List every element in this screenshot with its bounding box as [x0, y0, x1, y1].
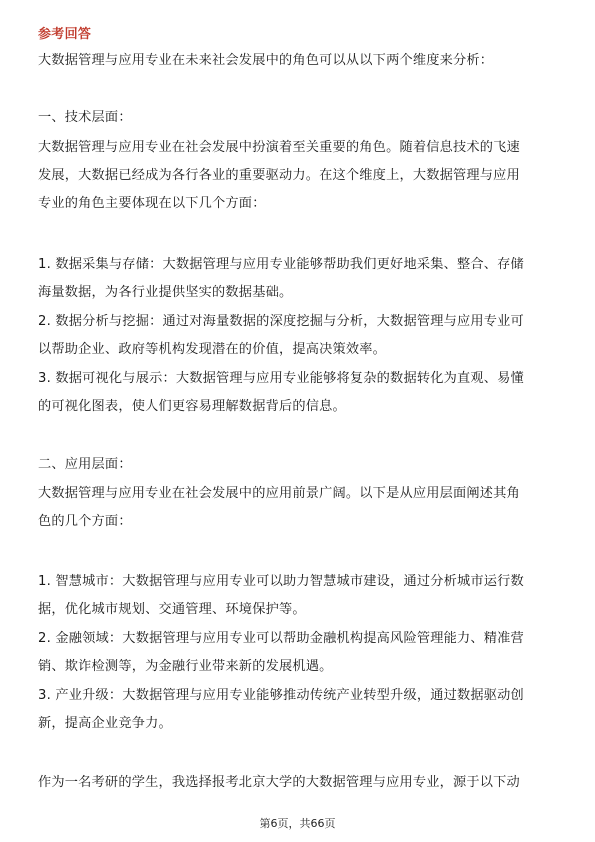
paragraph-line: 发展，大数据已经成为各行各业的重要驱动力。在这个维度上，大数据管理与应用: [38, 168, 520, 183]
section-title-application: 二、应用层面：: [38, 457, 132, 472]
list-item-line: 的可视化图表，使人们更容易理解数据背后的信息。: [38, 399, 346, 414]
list-item-line: 海量数据，为各行业提供坚实的数据基础。: [38, 285, 293, 300]
paragraph-line: 专业的角色主要体现在以下几个方面：: [38, 196, 266, 211]
list-item-line: 销、欺诈检测等，为金融行业带来新的发展机遇。: [38, 659, 333, 674]
section-title-technical: 一、技术层面：: [38, 110, 132, 125]
list-item-line: 3. 产业升级：大数据管理与应用专业能够推动传统产业转型升级，通过数据驱动创: [38, 688, 524, 703]
list-item-line: 2. 金融领域：大数据管理与应用专业可以帮助金融机构提高风险管理能力、精准营: [38, 631, 524, 646]
list-item-line: 2. 数据分析与挖掘：通过对海量数据的深度挖掘与分析，大数据管理与应用专业可: [38, 314, 524, 329]
paragraph-line: 色的几个方面：: [38, 514, 132, 529]
list-item-line: 据，优化城市规划、交通管理、环境保护等。: [38, 602, 306, 617]
list-item-line: 新，提高企业竞争力。: [38, 716, 172, 731]
section-heading: 参考回答: [38, 27, 92, 42]
paragraph-line: 大数据管理与应用专业在社会发展中的应用前景广阔。以下是从应用层面阐述其角: [38, 486, 520, 501]
intro-paragraph: 大数据管理与应用专业在未来社会发展中的角色可以从以下两个维度来分析：: [38, 53, 494, 68]
list-item-line: 3. 数据可视化与展示：大数据管理与应用专业能够将复杂的数据转化为直观、易懂: [38, 371, 524, 386]
list-item-line: 1. 智慧城市：大数据管理与应用专业可以助力智慧城市建设，通过分析城市运行数: [38, 574, 524, 589]
paragraph-line: 大数据管理与应用专业在社会发展中扮演着至关重要的角色。随着信息技术的飞速: [38, 140, 520, 155]
list-item-line: 以帮助企业、政府等机构发现潜在的价值，提高决策效率。: [38, 342, 387, 357]
page-number: 第6页，共66页: [259, 817, 336, 830]
paragraph-line: 作为一名考研的学生，我选择报考北京大学的大数据管理与应用专业，源于以下动: [38, 775, 520, 790]
list-item-line: 1. 数据采集与存储：大数据管理与应用专业能够帮助我们更好地采集、整合、存储: [38, 257, 524, 272]
